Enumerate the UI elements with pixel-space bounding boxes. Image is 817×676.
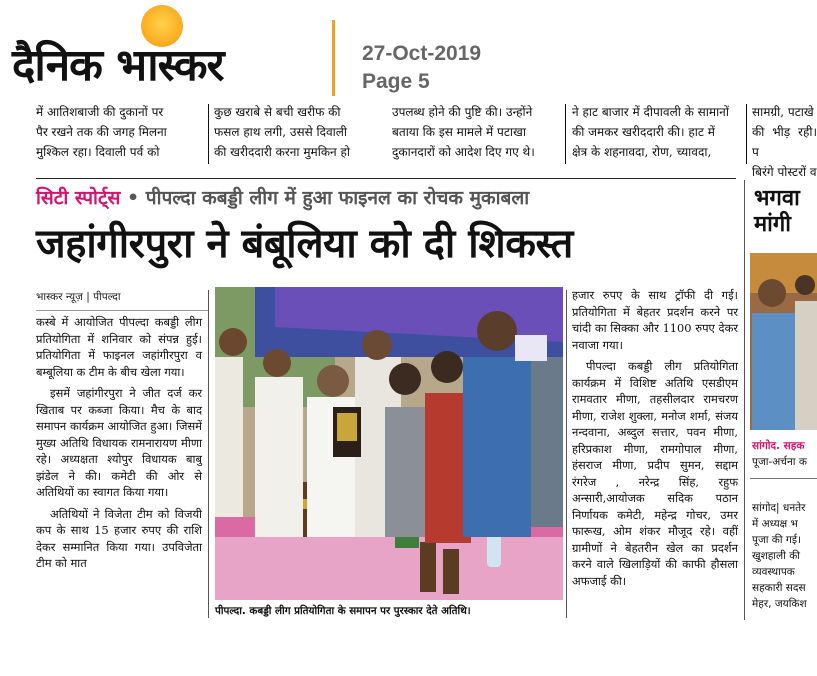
article-kicker [36,184,529,212]
strip-line: की खरीददारी करना मुमकिन हो [214,145,350,159]
top-strip-column-3 [392,102,558,164]
top-strip-column-1 [36,102,200,164]
strip-line: की भीड़ रही। प [752,125,817,159]
column-rule [208,290,209,618]
section-label: सिटी स्पोर्ट्स [36,187,121,209]
column-rule [565,104,566,164]
right-text-line: सहकारी सदस [752,582,806,594]
article-column-1 [36,314,202,620]
right-text-line: व्यवस्थापक [752,566,795,578]
kicker-bullet: • [127,187,146,209]
award-ceremony-photo [215,287,563,600]
strip-line: दुकानदारों को आदेश दिए गए थे। [392,145,535,159]
strip-line: बिरंगे पोस्टरों व [752,165,817,179]
right-article-text-top [752,438,817,470]
top-strip-column-5 [752,102,817,179]
newspaper-brand-logo: दैनिक भास्कर [12,40,224,91]
right-text-line: मेहर, जयकिश [752,598,807,610]
article-column-3 [572,287,738,620]
top-strip-column-4 [572,102,738,164]
column-rule [208,104,209,164]
edition-date: 27-Oct-2019 [362,42,482,65]
strip-line: फसल हाथ लगी, उससे दिवाली [214,125,348,139]
right-text-line: खुशहाली की [752,550,800,562]
top-strip-column-2 [214,102,382,164]
article-paragraph: हजार रुपए के साथ ट्रॉफी दी गई। प्रतियोगिता में बेहतर प्रदर्शन करने पर चांदी का सिक्का और 1100 रुपए देकर नवाजा गया। [572,288,738,352]
kicker-text: पीपल्दा कबड्डी लीग में हुआ फाइनल का रोचक मुकाबला [145,187,530,209]
right-headline-line: भगवा [754,186,800,211]
right-headline-line: मांगी [754,212,791,237]
article-paragraph: पीपल्दा कबड्डी लीग प्रतियोगिता कार्यक्रम में विशिष्ट अतिथि एसडीएम रामवतार मीणा, तहसीलदार रामचरण मीणा, राजेश शुक्ला, मनोज शर्मा, संजय नन्दवाना, अब्दुल सत्तार, पवन मीणा, हरिप्रकाश मीणा, रामगोपाल मीणा, हंसराज मीणा, प्रदीप सुमन, सद्दाम रंगरेज , नरेन्द्र सिंह, रहुफ अन्सारी,आयोजक सदिक पठान निर्णायक कमेटी, महेन्द्र गोचर, उमर फारूख, ओम शंकर मौजूद रहे। वहीं ग्रामीणों ने बेहतरीन खेल का प्रदर्शन करने वाले खिलाड़ियों की काफी हौसला अफजाई की। [572,359,738,588]
strip-line: की जमकर खरीददारी की। हाट में [572,125,715,139]
column-rule [744,180,745,620]
header-rule [36,178,736,179]
article-paragraph: अतिथियों ने विजेता टीम को विजयी कप के साथ 15 हजार रुपए की राशि देकर सम्मानित किया गया। उपविजेता टीम को मात [36,506,202,570]
article-paragraph: इसमें जहांगीरपुरा ने जीत दर्ज कर खिताब पर कब्जा किया। मैच के बाद समापन कार्यक्रम आयोजित हुआ। जिसमें मुख्य अतिथि विधायक रामनारायण मीणा रहे। अध्यक्षता श्योपुर विधायक बाबु झंडेल ने की। कमेटी की ओर से अतिथियों का स्वागत किया गया। [36,386,202,499]
strip-line: उपलब्ध होने की पुष्टि की। उन्होंने [392,105,533,119]
photo-caption: पीपल्दा. कबड्डी लीग प्रतियोगिता के समापन पर पुरस्कार देते अतिथि। [215,605,471,617]
article-headline: जहांगीरपुरा ने बंबूलिया को दी शिकस्त [36,221,573,267]
strip-line: में आतिशबाजी की दुकानों पर [36,105,164,119]
right-article-rule [750,478,817,479]
strip-line: क्षेत्र के शहनावदा, रोण, च्यावदा, [572,145,712,159]
strip-line: कुछ खराबे से बची खरीफ की [214,105,341,119]
right-article-headline [754,186,800,238]
right-photo-illustration [750,253,817,430]
strip-line: सामग्री, पटाखे [752,105,814,119]
right-text-line: पूजा की गई। [752,534,801,546]
strip-line: पैर रखने तक की जगह मिलना [36,125,167,139]
strip-line: ने हाट बाजार में दीपावली के सामानों [572,105,729,119]
right-text-line: में अध्यक्ष भ [752,518,798,530]
right-article-text-bottom [752,500,817,612]
right-text-line: पूजा-अर्चना क [752,456,807,468]
right-article-photo [750,253,817,430]
strip-line: मुश्किल रहा। दिवाली पर्व को [36,145,160,159]
article-paragraph: कस्बे में आयोजित पीपल्दा कबड्डी लीग प्रतियोगिता में शनिवार को संपन्न हुई। प्रतियोगिता में फाइनल जहांगीरपुरा व बम्बूलिया क टीम के बीच खेला गया। [36,315,202,379]
byline-rule [36,310,208,311]
right-text-line: सांगोद. सहक [752,440,805,452]
strip-line: बताया कि इस मामले में पटाखा [392,125,526,139]
right-text-line: सांगोद| धनतेर [752,502,806,514]
column-rule [566,290,567,618]
photo-illustration [215,287,563,600]
page-number: Page 5 [362,70,430,93]
masthead-divider [332,20,335,96]
column-rule [746,104,747,164]
article-byline: भास्कर न्यूज़ | पीपल्दा [36,291,121,303]
